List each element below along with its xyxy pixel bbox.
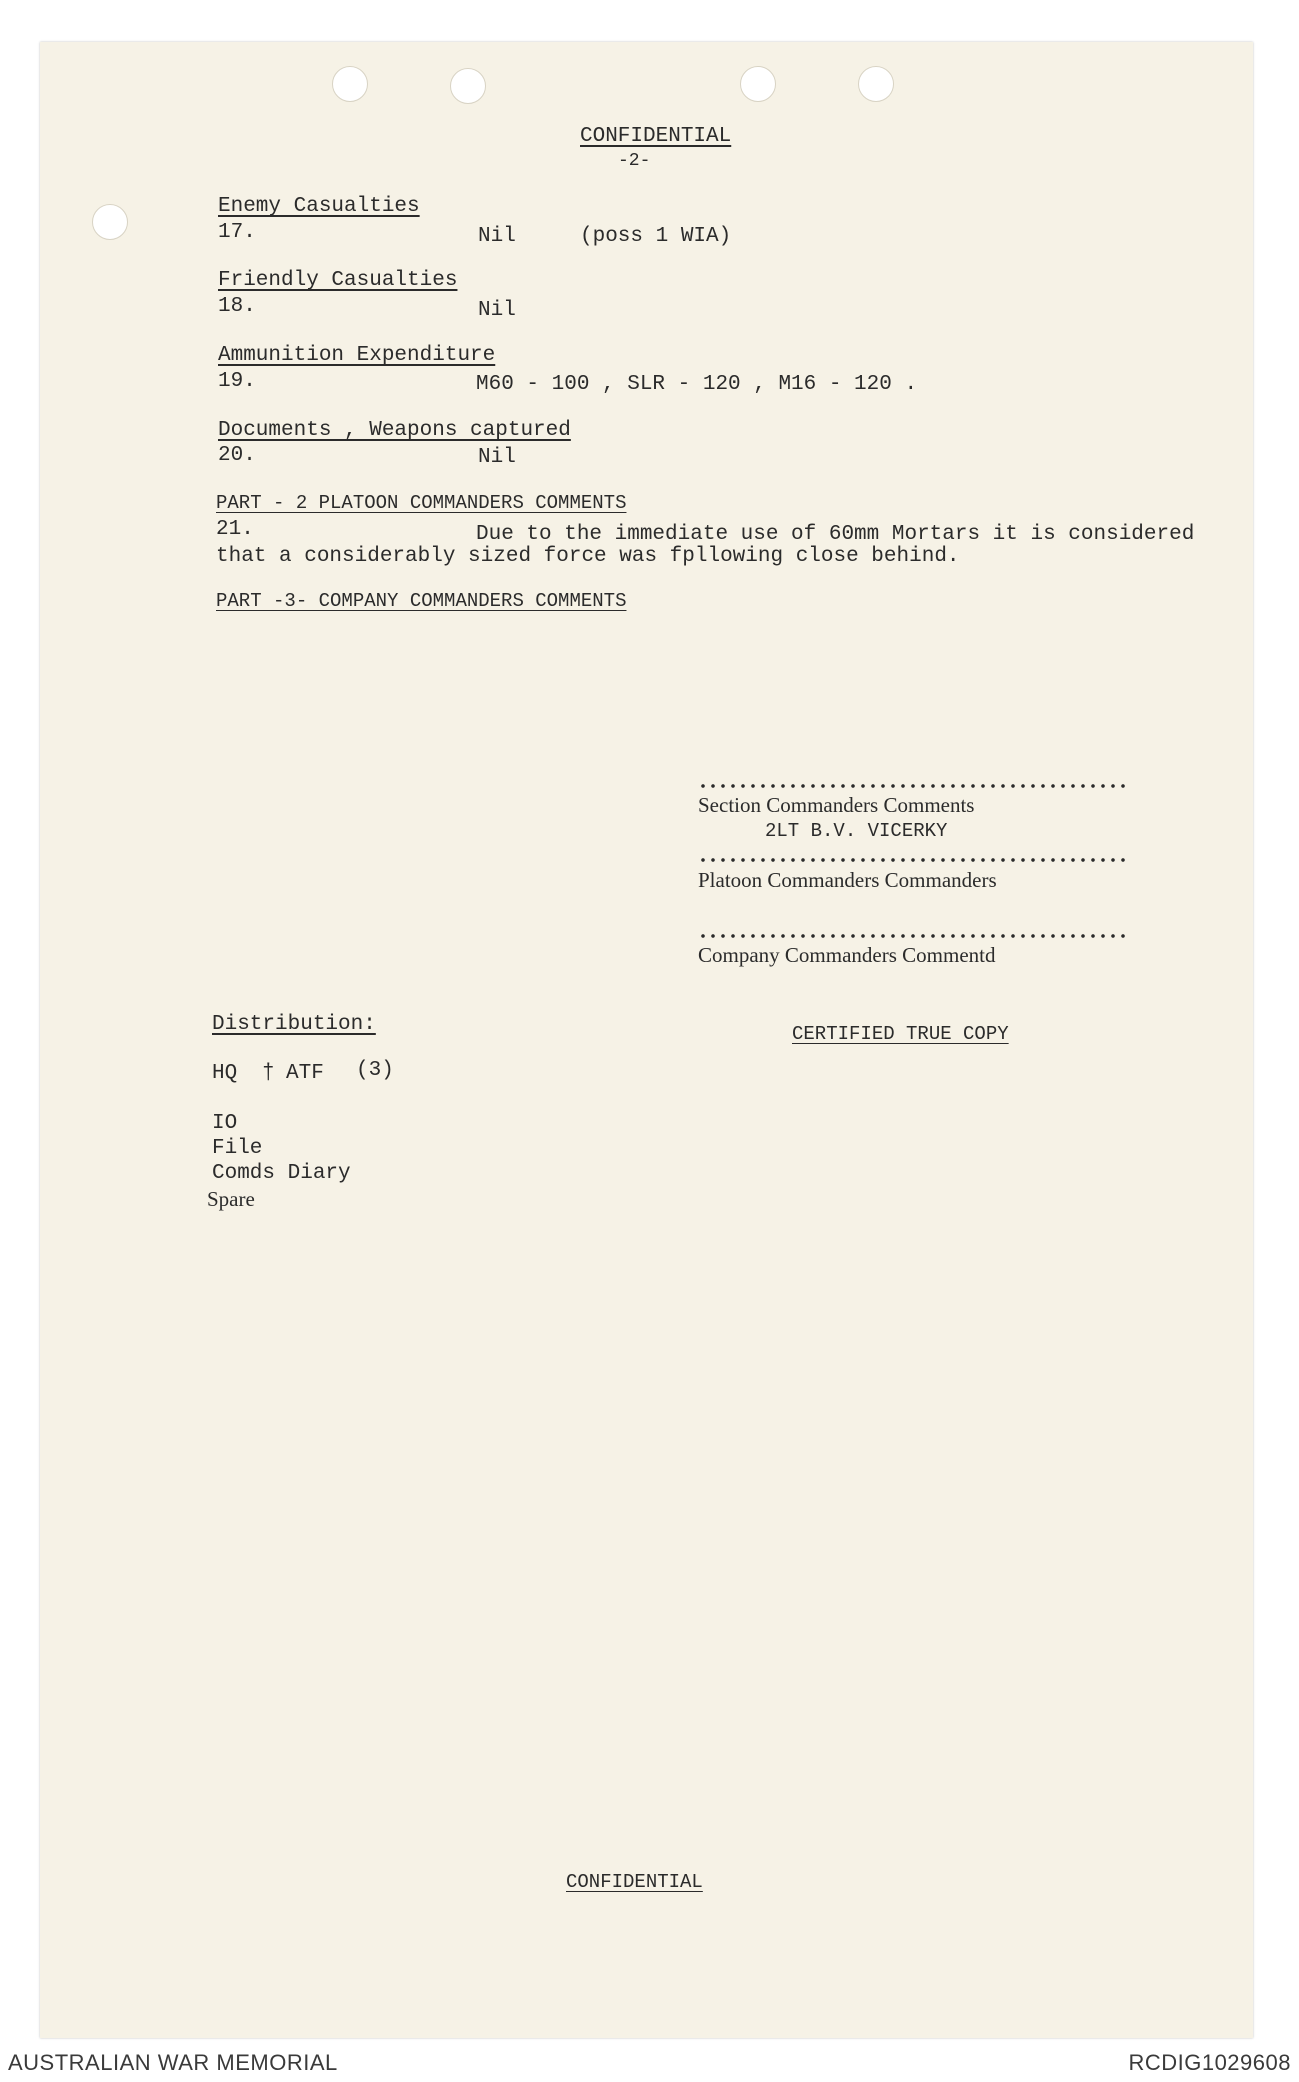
part2-line1: Due to the immediate use of 60mm Mortars it is considered xyxy=(476,523,1195,546)
punch-hole xyxy=(858,66,894,102)
page-number: -2- xyxy=(618,151,651,171)
distribution-item: IO xyxy=(212,1112,238,1135)
distribution-hq: HQ xyxy=(212,1062,238,1085)
classification-header: CONFIDENTIAL xyxy=(580,125,732,148)
enemy-casualties-note: (poss 1 WIA) xyxy=(580,225,732,248)
section-commander-name: 2LT B.V. VICERKY xyxy=(765,820,948,842)
ammunition-value: M60 - 100 , SLR - 120 , M16 - 120 . xyxy=(476,373,918,396)
part2-line2: that a considerably sized force was fpllowing close behind. xyxy=(216,545,960,568)
distribution-item: Comds Diary xyxy=(212,1162,351,1185)
punch-hole xyxy=(450,68,486,104)
company-commander-label: Company Commanders Commentd xyxy=(698,943,996,967)
certified-true-copy: CERTIFIED TRUE COPY xyxy=(792,1023,1009,1045)
classification-footer: CONFIDENTIAL xyxy=(566,1871,703,1893)
documents-value: Nil xyxy=(478,446,516,469)
signature-line xyxy=(698,856,1130,864)
friendly-casualties-number: 18. xyxy=(218,295,256,318)
ammunition-heading: Ammunition Expenditure xyxy=(218,344,496,367)
punch-hole xyxy=(740,66,776,102)
distribution-hq-unit: ATF xyxy=(286,1062,324,1085)
record-id: RCDIG1029608 xyxy=(1128,2050,1291,2075)
enemy-casualties-value: Nil xyxy=(478,225,516,248)
distribution-item: File xyxy=(212,1137,263,1160)
distribution-hq-count: (3) xyxy=(356,1059,394,1082)
distribution-hq-mark: † xyxy=(262,1062,275,1085)
section-commander-label: Section Commanders Comments xyxy=(698,793,975,817)
distribution-item: Spare xyxy=(207,1187,255,1211)
signature-line xyxy=(698,932,1130,940)
signature-line xyxy=(698,782,1130,790)
punch-hole xyxy=(332,66,368,102)
enemy-casualties-heading: Enemy Casualties xyxy=(218,195,420,218)
punch-hole xyxy=(92,204,128,240)
ammunition-number: 19. xyxy=(218,370,256,393)
part2-number: 21. xyxy=(216,518,254,541)
document-page xyxy=(40,42,1253,2038)
friendly-casualties-heading: Friendly Casualties xyxy=(218,269,458,292)
part3-heading: PART -3- COMPANY COMMANDERS COMMENTS xyxy=(216,590,627,612)
documents-heading: Documents , Weapons captured xyxy=(218,419,571,442)
part2-heading: PART - 2 PLATOON COMMANDERS COMMENTS xyxy=(216,492,627,514)
friendly-casualties-value: Nil xyxy=(478,299,516,322)
platoon-commander-label: Platoon Commanders Commanders xyxy=(698,868,997,892)
distribution-heading: Distribution: xyxy=(212,1013,376,1036)
enemy-casualties-number: 17. xyxy=(218,221,256,244)
archive-name: AUSTRALIAN WAR MEMORIAL xyxy=(8,2050,338,2075)
documents-number: 20. xyxy=(218,444,256,467)
